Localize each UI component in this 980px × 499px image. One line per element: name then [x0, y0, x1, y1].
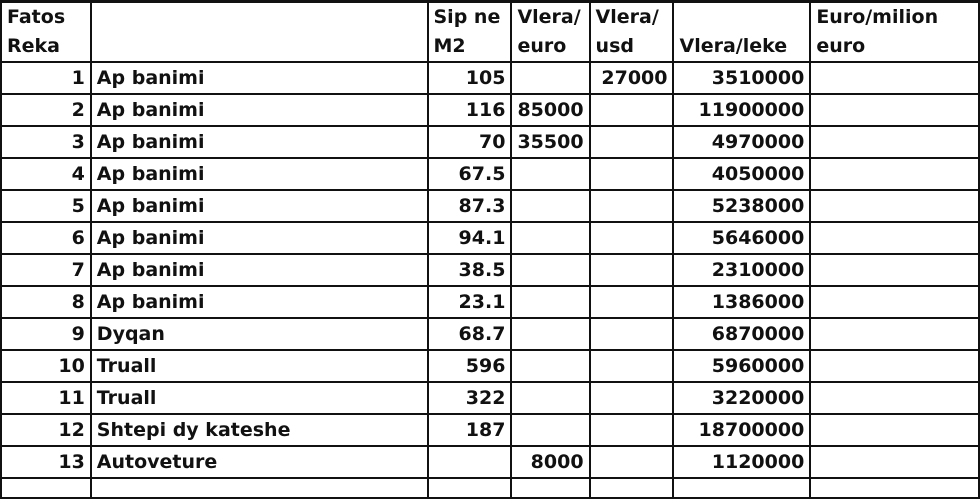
- value-usd-cell: [590, 190, 674, 222]
- value-euro-cell: 8000: [511, 446, 589, 478]
- value-usd-cell: [590, 382, 674, 414]
- asset-type-cell: Ap banimi: [91, 222, 428, 254]
- table-row: [1, 190, 979, 222]
- area-m2-cell: 68.7: [428, 318, 512, 350]
- asset-type-cell: Ap banimi: [91, 62, 428, 94]
- header-row-2: [1, 32, 979, 62]
- value-euro-cell: [511, 414, 589, 446]
- value-leke-cell: 2310000: [673, 254, 810, 286]
- row-number-cell: [1, 478, 91, 498]
- value-euro-cell: [511, 286, 589, 318]
- row-number-cell: 13: [1, 446, 91, 478]
- asset-type-cell: Shtepi dy kateshe: [91, 414, 428, 446]
- asset-type-cell: Ap banimi: [91, 254, 428, 286]
- euro-milion-cell: [810, 414, 979, 446]
- value-leke-cell: [673, 478, 810, 498]
- table-row: [1, 318, 979, 350]
- value-leke-cell: 5960000: [673, 350, 810, 382]
- asset-type-cell: Truall: [91, 350, 428, 382]
- value-euro-cell: [511, 62, 589, 94]
- euro-milion-cell: [810, 190, 979, 222]
- row-number-cell: 11: [1, 382, 91, 414]
- header-leke-line1: [673, 2, 810, 33]
- value-euro-cell: [511, 382, 589, 414]
- asset-type-cell: Ap banimi: [91, 286, 428, 318]
- area-m2-cell: 38.5: [428, 254, 512, 286]
- value-leke-cell: 3510000: [673, 62, 810, 94]
- row-number-cell: 2: [1, 94, 91, 126]
- value-euro-cell: 85000: [511, 94, 589, 126]
- value-usd-cell: [590, 94, 674, 126]
- value-euro-cell: [511, 350, 589, 382]
- euro-milion-cell: [810, 286, 979, 318]
- asset-type-cell: Truall: [91, 382, 428, 414]
- table-row-cutoff: [1, 478, 979, 498]
- value-leke-cell: 5646000: [673, 222, 810, 254]
- euro-milion-cell: [810, 382, 979, 414]
- euro-milion-cell: [810, 222, 979, 254]
- value-usd-cell: [590, 350, 674, 382]
- area-m2-cell: 94.1: [428, 222, 512, 254]
- header-area-line2: M2: [428, 32, 512, 62]
- header-euro-line2: euro: [511, 32, 589, 62]
- value-leke-cell: 4970000: [673, 126, 810, 158]
- value-usd-cell: 27000: [590, 62, 674, 94]
- value-usd-cell: [590, 446, 674, 478]
- row-number-cell: 9: [1, 318, 91, 350]
- area-m2-cell: 116: [428, 94, 512, 126]
- table-row: [1, 286, 979, 318]
- value-usd-cell: [590, 286, 674, 318]
- value-euro-cell: [511, 190, 589, 222]
- value-leke-cell: 11900000: [673, 94, 810, 126]
- value-euro-cell: [511, 478, 589, 498]
- area-m2-cell: 187: [428, 414, 512, 446]
- table-row: [1, 382, 979, 414]
- value-usd-cell: [590, 318, 674, 350]
- area-m2-cell: 70: [428, 126, 512, 158]
- value-leke-cell: 18700000: [673, 414, 810, 446]
- header-milion-line1: Euro/milion: [810, 2, 979, 33]
- row-number-cell: 7: [1, 254, 91, 286]
- value-euro-cell: [511, 318, 589, 350]
- value-leke-cell: 6870000: [673, 318, 810, 350]
- row-number-cell: 6: [1, 222, 91, 254]
- header-type: [91, 2, 428, 33]
- asset-type-cell: Dyqan: [91, 318, 428, 350]
- row-number-cell: 10: [1, 350, 91, 382]
- asset-type-cell: Ap banimi: [91, 190, 428, 222]
- area-m2-cell: 105: [428, 62, 512, 94]
- header-usd-line2: usd: [590, 32, 674, 62]
- row-number-cell: 1: [1, 62, 91, 94]
- value-euro-cell: [511, 158, 589, 190]
- value-leke-cell: 5238000: [673, 190, 810, 222]
- table-row: [1, 222, 979, 254]
- euro-milion-cell: [810, 126, 979, 158]
- asset-type-cell: Ap banimi: [91, 94, 428, 126]
- table-row: [1, 126, 979, 158]
- row-number-cell: 8: [1, 286, 91, 318]
- value-leke-cell: 3220000: [673, 382, 810, 414]
- value-usd-cell: [590, 126, 674, 158]
- table-row: [1, 414, 979, 446]
- table-row: [1, 254, 979, 286]
- area-m2-cell: 87.3: [428, 190, 512, 222]
- area-m2-cell: [428, 478, 512, 498]
- area-m2-cell: 596: [428, 350, 512, 382]
- row-number-cell: 3: [1, 126, 91, 158]
- value-euro-cell: [511, 222, 589, 254]
- value-usd-cell: [590, 158, 674, 190]
- table-row: [1, 62, 979, 94]
- euro-milion-cell: [810, 318, 979, 350]
- value-usd-cell: [590, 254, 674, 286]
- area-m2-cell: 23.1: [428, 286, 512, 318]
- header-usd-line1: Vlera/: [590, 2, 674, 33]
- row-number-cell: 12: [1, 414, 91, 446]
- table-row: [1, 446, 979, 478]
- euro-milion-cell: [810, 350, 979, 382]
- euro-milion-cell: [810, 62, 979, 94]
- area-m2-cell: 322: [428, 382, 512, 414]
- value-euro-cell: 35500: [511, 126, 589, 158]
- area-m2-cell: [428, 446, 512, 478]
- value-leke-cell: 1386000: [673, 286, 810, 318]
- value-usd-cell: [590, 478, 674, 498]
- asset-type-cell: [91, 478, 428, 498]
- asset-type-cell: Ap banimi: [91, 158, 428, 190]
- asset-type-cell: Autoveture: [91, 446, 428, 478]
- value-usd-cell: [590, 222, 674, 254]
- header-euro-line1: Vlera/: [511, 2, 589, 33]
- value-leke-cell: 1120000: [673, 446, 810, 478]
- value-usd-cell: [590, 414, 674, 446]
- header-area-line1: Sip ne: [428, 2, 512, 33]
- table-row: [1, 350, 979, 382]
- euro-milion-cell: [810, 254, 979, 286]
- value-euro-cell: [511, 254, 589, 286]
- table-row: [1, 94, 979, 126]
- value-leke-cell: 4050000: [673, 158, 810, 190]
- euro-milion-cell: [810, 94, 979, 126]
- header-milion-line2: euro: [810, 32, 979, 62]
- euro-milion-cell: [810, 446, 979, 478]
- row-number-cell: 5: [1, 190, 91, 222]
- header-type-line2: [91, 32, 428, 62]
- header-owner-last: Reka: [1, 32, 91, 62]
- asset-type-cell: Ap banimi: [91, 126, 428, 158]
- header-owner-first: Fatos: [1, 2, 91, 33]
- table-row: [1, 158, 979, 190]
- area-m2-cell: 67.5: [428, 158, 512, 190]
- euro-milion-cell: [810, 478, 979, 498]
- euro-milion-cell: [810, 158, 979, 190]
- header-leke-line2: Vlera/leke: [673, 32, 810, 62]
- row-number-cell: 4: [1, 158, 91, 190]
- header-row-1: [1, 2, 979, 33]
